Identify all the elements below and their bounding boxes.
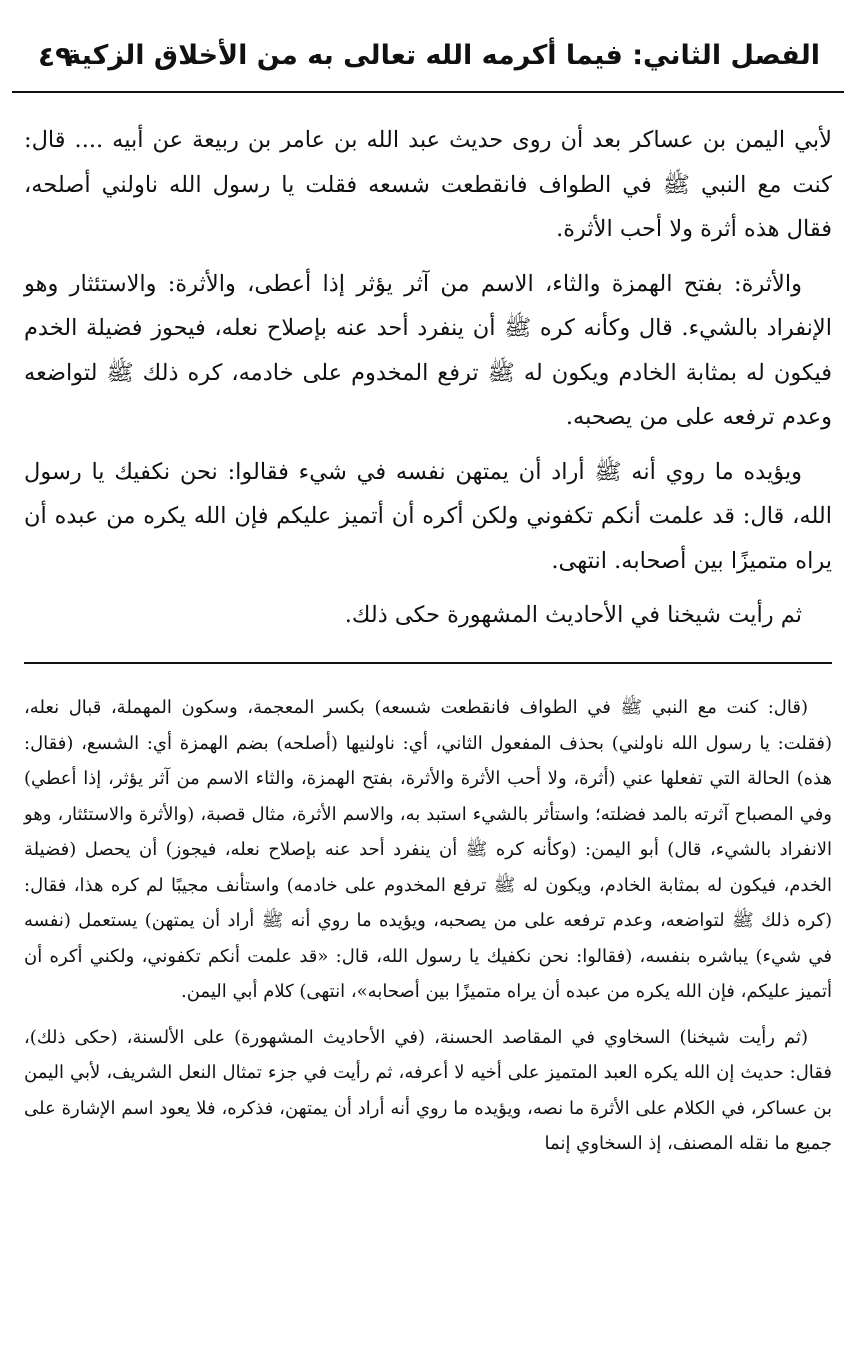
header-divider bbox=[12, 91, 844, 93]
commentary-paragraph: (ثم رأيت شيخنا) السخاوي في المقاصد الحسنة، (في الأحاديث المشهورة) على الألسنة، (حكى ذلك)، فقال: حديث إن الله يكره العبد المتميز على أخيه لا أعرفه، ثم رأيت في جزء تمثال النعل الشريف، لأبي اليمن بن عساكر، في الكلام على الأثرة ما نصه، ويؤيده ما روي أنه أراد أن يمتهن، فذكره، فلا يعود اسم الإشارة على جميع ما نقله المصنف، إذ السخاوي إنما bbox=[24, 1026, 832, 1154]
chapter-title: الفصل الثاني: فيما أكرمه الله تعالى به من الأخلاق الزكية bbox=[65, 40, 820, 71]
main-paragraph: ويؤيده ما روي أنه ﷺ أراد أن يمتهن نفسه في شيء فقالوا: نحن نكفيك يا رسول الله، قال: قد علمت أنكم تكفوني ولكن أكره أن أتميز عليكم فإن الله يكره من عبده أن يراه متميزًا بين أصحابه. انتهى. bbox=[24, 458, 832, 574]
main-text bbox=[24, 118, 832, 648]
main-paragraph: ثم رأيت شيخنا في الأحاديث المشهورة حكى ذلك. bbox=[344, 602, 802, 628]
commentary-divider bbox=[24, 662, 832, 664]
commentary-text bbox=[24, 690, 832, 1172]
running-header bbox=[16, 22, 840, 82]
page-number: ٤٩ bbox=[38, 40, 73, 73]
main-paragraph: والأثرة: بفتح الهمزة والثاء، الاسم من آثر يؤثر إذا أعطى، والأثرة: والاستئثار وهو الإنفراد بالشيء. قال وكأنه كره ﷺ أن ينفرد أحد عنه بإصلاح نعله، فيحوز فضيلة الخدم فيكون له بمثابة الخادم ويكون له ﷺ ترفع المخدوم على خادمه، كره ذلك ﷺ لتواضعه وعدم ترفعه على من يصحبه. bbox=[24, 270, 832, 430]
commentary-paragraph: (قال: كنت مع النبي ﷺ في الطواف فانقطعت شسعه) بكسر المعجمة، وسكون المهملة، قبال نعله، (فقلت: يا رسول الله ناولني) بحذف المفعول الثاني، أي: ناولنيها (أصلحه) بضم الهمزة أي: الشسع، (فقال: هذه) الحالة التي تفعلها عني (أثرة، ولا أحب الأثرة والأثرة، بفتح الهمزة، والثاء الاسم من آثر يؤثر، إذا أعطي) وفي المصباح آثرته بالمد فضلته؛ واستأثر بالشيء استبد به، والاسم الأثرة، مثال قصبة، (والأثرة والاستئثار، وهو الانفراد بالشيء، قال) أبو اليمن: (وكأنه كره ﷺ أن ينفرد أحد عنه بإصلاح نعله، فيجوز) أن يحصل (فضيلة الخدم، فيكون له بمثابة الخادم، ويكون له ﷺ ترفع المخدوم على خادمه) واستأنف مجيبًا لم كره هذا، فقال: (كره ذلك ﷺ لتواضعه، وعدم ترفعه على من يصحبه، ويؤيده ما روي أنه ﷺ أراد أن يمتهن) يستعمل (نفسه في شيء) يباشره بنفسه، (فقالوا: نحن نكفيك يا رسول الله، قال: «قد علمت أنكم تكفوني، ولكني أكره أن أتميز عليكم، فإن الله يكره من عبده أن يراه متميزًا بين أصحابه»، انتهى) كلام أبي اليمن. bbox=[24, 697, 832, 1002]
main-paragraph: لأبي اليمن بن عساكر بعد أن روى حديث عبد الله بن عامر بن ربيعة عن أبيه .... قال: كنت مع النبي ﷺ في الطواف فانقطعت شسعه فقلت يا رسول الله ناولني أصلحه، فقال هذه أثرة ولا أحب الأثرة. bbox=[24, 127, 832, 242]
